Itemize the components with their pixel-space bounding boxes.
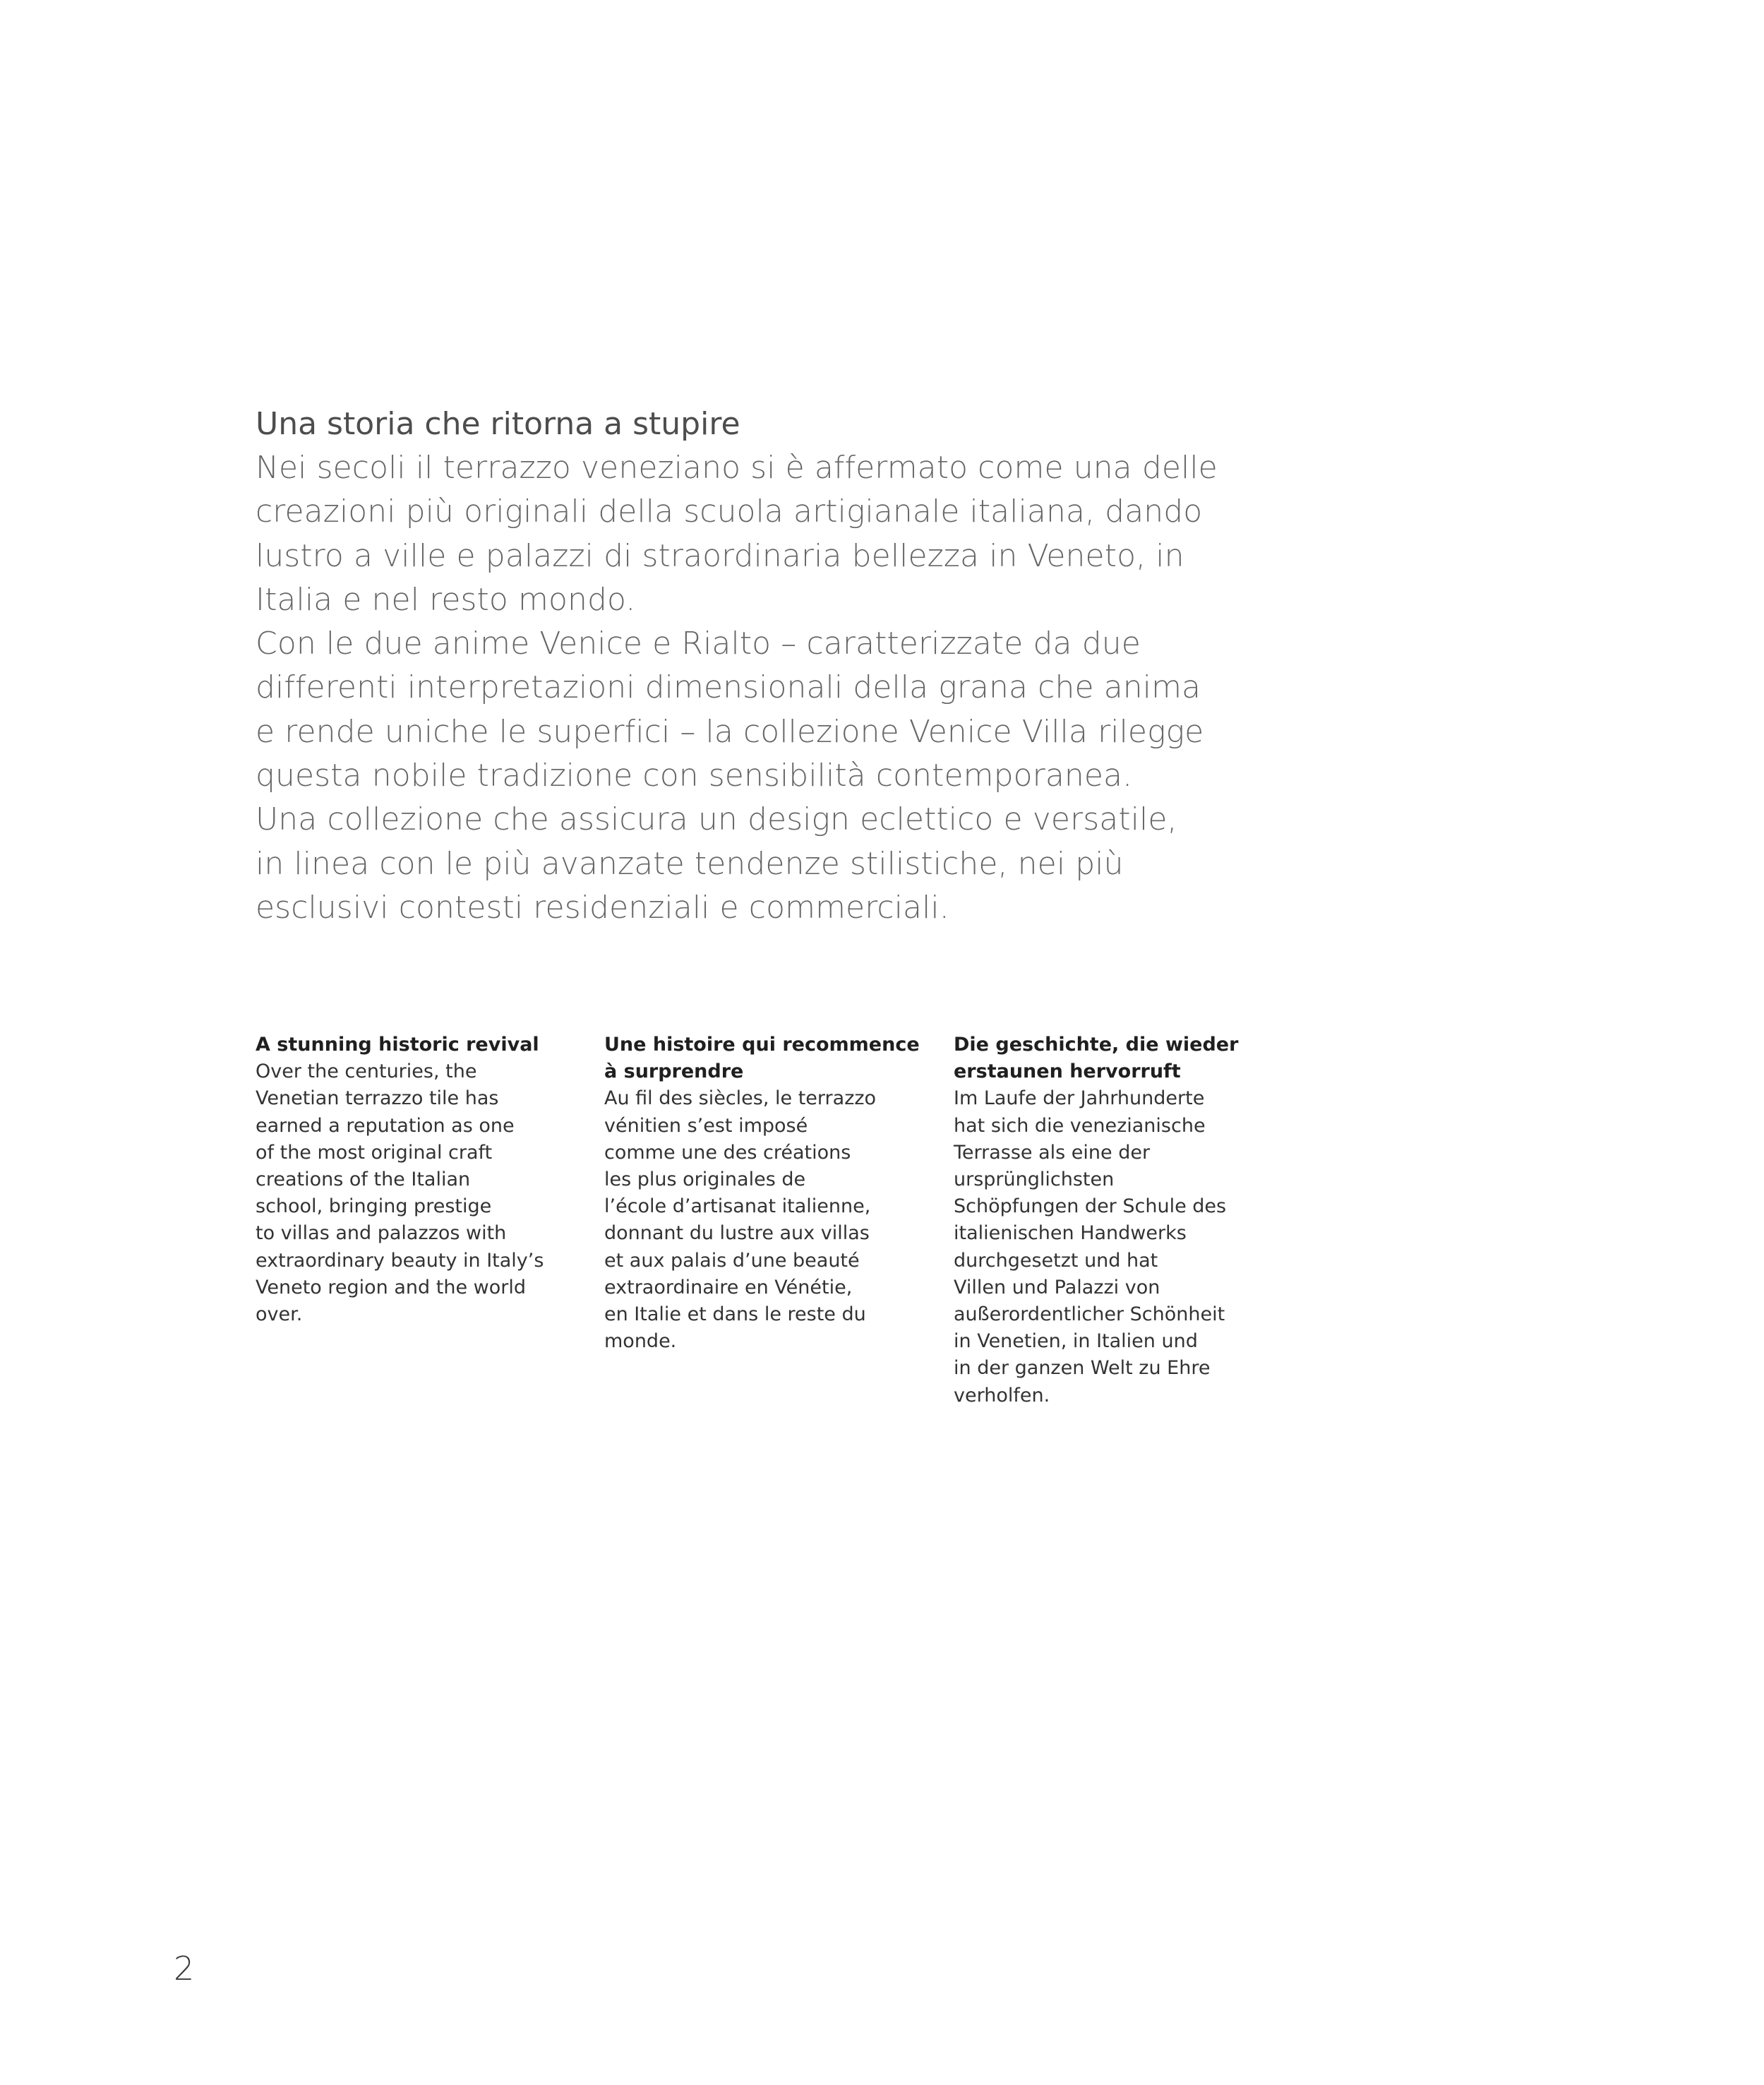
column-text-line: in Venetien, in Italien und: [954, 1330, 1198, 1353]
column-text-line: ursprünglichsten: [954, 1169, 1115, 1191]
column-heading: Une histoire qui recommence: [604, 1034, 920, 1056]
column-text-line: les plus originales de: [604, 1169, 806, 1191]
intro-heading: Una storia che ritorna a stupire: [256, 406, 740, 442]
column-text-line: comme une des créations: [604, 1141, 851, 1164]
intro-text-line: Nei secoli il terrazzo veneziano si è affermato come una delle: [256, 450, 1218, 486]
column-text-line: extraordinaire en Vénétie,: [604, 1276, 853, 1298]
column-text-line: Venetian terrazzo tile has: [256, 1087, 499, 1110]
column-text-line: et aux palais d’une beauté: [604, 1249, 860, 1272]
column-text-line: over.: [256, 1303, 303, 1326]
intro-text-line: differenti interpretazioni dimensionali della grana che anima: [256, 669, 1201, 706]
column-text-line: to villas and palazzos with: [256, 1222, 507, 1245]
column-text-line: extraordinary beauty in Italy’s: [256, 1249, 544, 1272]
intro-text-line: Italia e nel resto mondo.: [256, 581, 636, 618]
intro-text-line: lustro a ville e palazzi di straordinaria bellezza in Veneto, in: [256, 537, 1184, 574]
intro-text-line: Una collezione che assicura un design eclettico e versatile,: [256, 801, 1177, 838]
intro-text-line: esclusivi contesti residenziali e commerciali.: [256, 889, 949, 926]
column-english: [256, 1032, 580, 1328]
column-text-line: earned a reputation as one: [256, 1114, 515, 1137]
column-text-line: italienischen Handwerks: [954, 1222, 1187, 1245]
column-text-line: l’école d’artisanat italienne,: [604, 1195, 871, 1218]
column-text-line: Schöpfungen der Schule des: [954, 1195, 1227, 1218]
intro-text-line: creazioni più originali della scuola artigianale italiana, dando: [256, 494, 1203, 530]
column-text-line: durchgesetzt und hat: [954, 1249, 1158, 1272]
column-text-line: creations of the Italian: [256, 1169, 471, 1191]
column-text-line: verholfen.: [954, 1384, 1050, 1406]
column-text-line: of the most original craft: [256, 1141, 493, 1164]
column-text-line: monde.: [604, 1330, 677, 1353]
column-text-line: Terrasse als eine der: [954, 1141, 1151, 1164]
page-number: 2: [174, 1949, 195, 1988]
column-heading: A stunning historic revival: [256, 1034, 539, 1056]
intro-text-line: questa nobile tradizione con sensibilità contemporanea.: [256, 758, 1133, 794]
column-heading: Die geschichte, die wieder: [954, 1034, 1239, 1056]
column-heading: à surprendre: [604, 1061, 744, 1083]
column-text-line: Im Laufe der Jahrhunderte: [954, 1087, 1205, 1110]
column-text-line: Veneto region and the world: [256, 1276, 526, 1298]
column-text-line: außerordentlicher Schönheit: [954, 1303, 1225, 1326]
column-text-line: hat sich die venezianische: [954, 1114, 1206, 1137]
column-text-line: in der ganzen Welt zu Ehre: [954, 1357, 1211, 1380]
column-text-line: Villen und Palazzi von: [954, 1276, 1160, 1298]
column-heading: erstaunen hervorruft: [954, 1061, 1181, 1083]
column-french: [604, 1032, 929, 1355]
column-text-line: vénitien s’est imposé: [604, 1114, 808, 1137]
intro-section-italian: [256, 402, 1314, 930]
intro-text-line: Con le due anime Venice e Rialto – caratterizzate da due: [256, 626, 1141, 662]
column-text-line: Over the centuries, the: [256, 1061, 477, 1083]
column-text-line: en Italie et dans le reste du: [604, 1303, 866, 1326]
column-german: [954, 1032, 1278, 1409]
intro-text-line: e rende uniche le superfici – la collezione Venice Villa rilegge: [256, 713, 1204, 750]
intro-text-line: in linea con le più avanzate tendenze stilistiche, nei più: [256, 845, 1124, 882]
column-text-line: school, bringing prestige: [256, 1195, 492, 1218]
column-text-line: donnant du lustre aux villas: [604, 1222, 870, 1245]
column-text-line: Au fil des siècles, le terrazzo: [604, 1087, 877, 1110]
